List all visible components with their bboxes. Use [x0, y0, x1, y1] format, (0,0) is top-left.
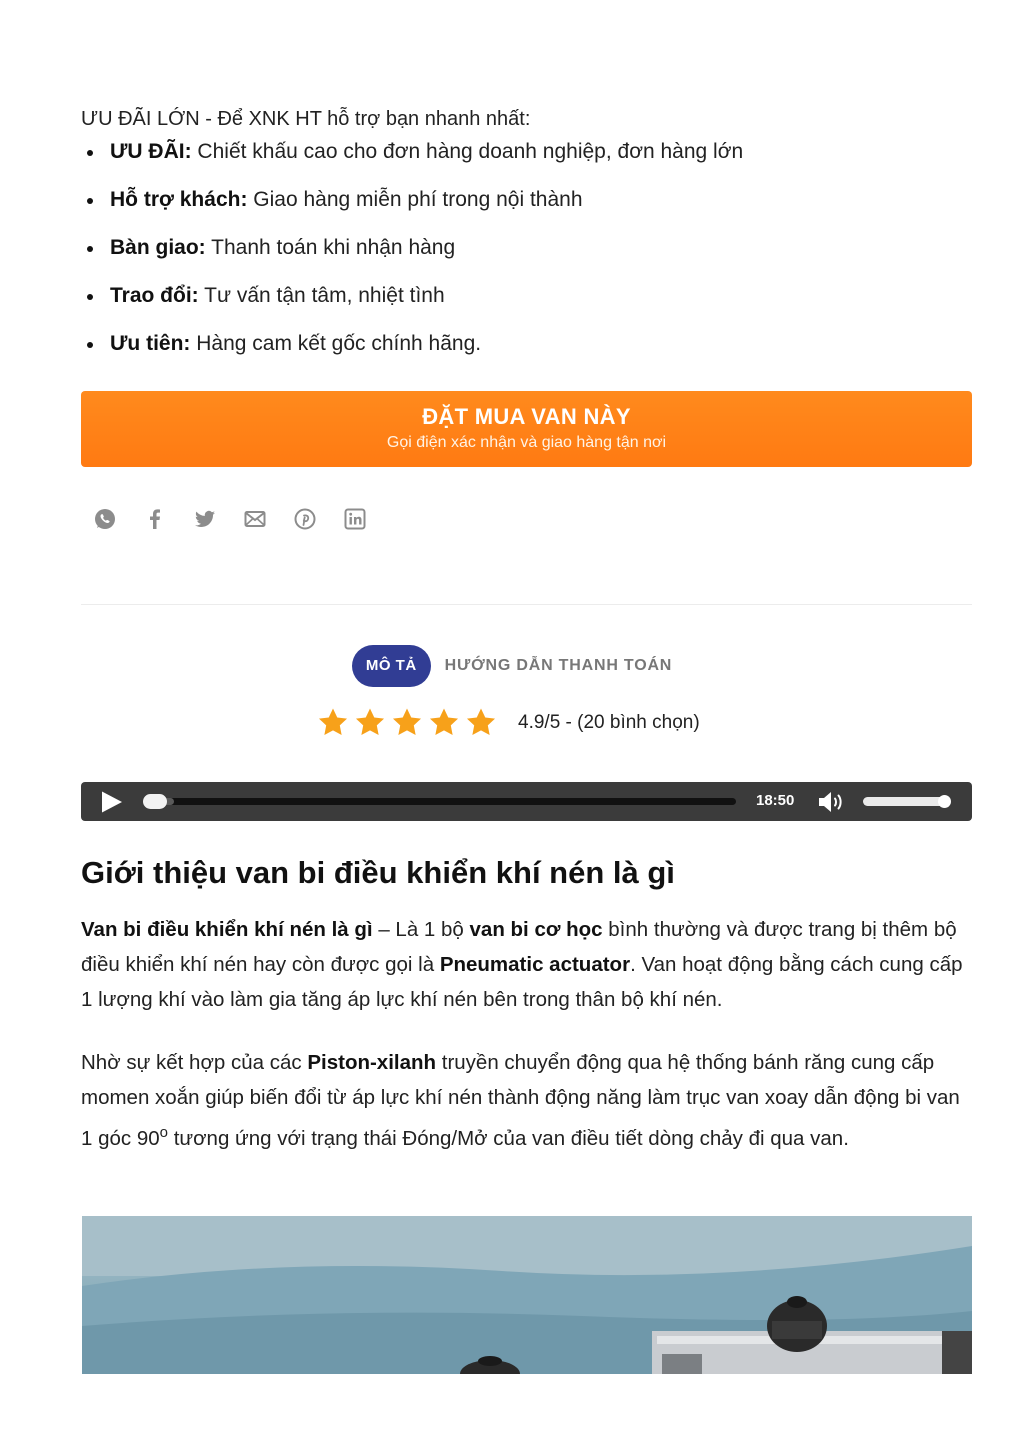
- promo-item-text: Hàng cam kết gốc chính hãng.: [190, 332, 482, 355]
- promo-item-text: Chiết khấu cao cho đơn hàng doanh nghiệp, đơn hàng lớn: [191, 140, 744, 163]
- volume-icon[interactable]: [817, 790, 847, 814]
- divider: [81, 604, 972, 605]
- audio-seek-handle[interactable]: [143, 794, 167, 809]
- article-paragraph: [81, 912, 976, 1017]
- audio-time: 18:50: [756, 792, 795, 809]
- volume-slider[interactable]: [863, 797, 949, 806]
- email-icon[interactable]: [242, 505, 267, 533]
- order-button-title: ĐẶT MUA VAN NÀY: [422, 404, 631, 429]
- twitter-icon[interactable]: [192, 505, 217, 533]
- tab-bar: [0, 645, 1024, 687]
- bold-text: Piston-xilanh: [307, 1051, 437, 1074]
- text: bình thường và được trang bị thêm bộ điều khiển khí nén hay còn được gọi là: [81, 918, 957, 976]
- list-item: [81, 234, 971, 262]
- text: Nhờ sự kết hợp của các: [81, 1051, 308, 1074]
- order-button-subtitle: Gọi điện xác nhận và giao hàng tận nơi: [386, 434, 667, 451]
- rating: [316, 706, 700, 740]
- list-item: [81, 282, 971, 310]
- promo-item-text: Tư vấn tận tâm, nhiệt tình: [198, 284, 445, 307]
- pinterest-icon[interactable]: [292, 505, 317, 533]
- text: truyền chuyển động qua hệ thống bánh răng cung cấp momen xoắn giúp biến đổi từ áp lực khí nén thành động năng làm trục van xoay dẫn động bi van 1 góc 90: [81, 1051, 960, 1150]
- bold-text: Pneumatic actuator: [439, 953, 631, 976]
- section-title: Giới thiệu van bi điều khiển khí nén là gì: [81, 855, 675, 890]
- audio-progress-bar[interactable]: [144, 798, 736, 805]
- tab-payment-guide[interactable]: HƯỚNG DẪN THANH TOÁN: [444, 657, 673, 674]
- linkedin-icon[interactable]: [342, 505, 367, 533]
- promo-item-label: Ưu tiên:: [110, 332, 191, 355]
- degree-sup: o: [159, 1124, 168, 1141]
- promo-list: [81, 138, 971, 378]
- whatsapp-icon[interactable]: [92, 505, 117, 533]
- star-icon[interactable]: [427, 706, 461, 740]
- star-rating[interactable]: [316, 706, 498, 740]
- star-icon[interactable]: [464, 706, 498, 740]
- promo-item-label: ƯU ĐÃI:: [110, 140, 192, 163]
- bold-text: Van bi điều khiển khí nén là gì: [81, 918, 373, 941]
- article-paragraph: [81, 1045, 976, 1156]
- volume-handle[interactable]: [938, 795, 951, 808]
- promo-item-text: Thanh toán khi nhận hàng: [205, 236, 456, 259]
- star-icon[interactable]: [390, 706, 424, 740]
- star-icon[interactable]: [316, 706, 350, 740]
- order-button[interactable]: [81, 391, 972, 467]
- tab-description[interactable]: MÔ TẢ: [352, 645, 431, 687]
- rating-text: 4.9/5 - (20 bình chọn): [518, 712, 700, 733]
- play-icon[interactable]: [99, 790, 125, 814]
- facebook-icon[interactable]: [142, 505, 167, 533]
- product-photo: [82, 1216, 972, 1374]
- bold-text: van bi cơ học: [469, 918, 603, 941]
- valve-photo-illustration: [82, 1216, 972, 1374]
- promo-item-label: Trao đổi:: [110, 284, 199, 307]
- list-item: [81, 186, 971, 214]
- promo-item-label: Bàn giao:: [110, 236, 206, 259]
- text: – Là 1 bộ: [372, 918, 470, 941]
- star-icon[interactable]: [353, 706, 387, 740]
- audio-player: [81, 782, 972, 821]
- promo-item-label: Hỗ trợ khách:: [110, 188, 248, 211]
- list-item: [81, 330, 971, 358]
- text: . Van hoạt động bằng cách cung cấp 1 lượng khí vào làm gia tăng áp lực khí nén bên trong thân bộ khí nén.: [81, 953, 963, 1011]
- share-bar: [92, 505, 367, 533]
- promo-intro: ƯU ĐÃI LỚN - Để XNK HT hỗ trợ bạn nhanh nhất:: [81, 108, 531, 130]
- text: tương ứng với trạng thái Đóng/Mở của van điều tiết dòng chảy đi qua van.: [168, 1126, 849, 1150]
- list-item: [81, 138, 971, 166]
- promo-item-text: Giao hàng miễn phí trong nội thành: [247, 188, 583, 211]
